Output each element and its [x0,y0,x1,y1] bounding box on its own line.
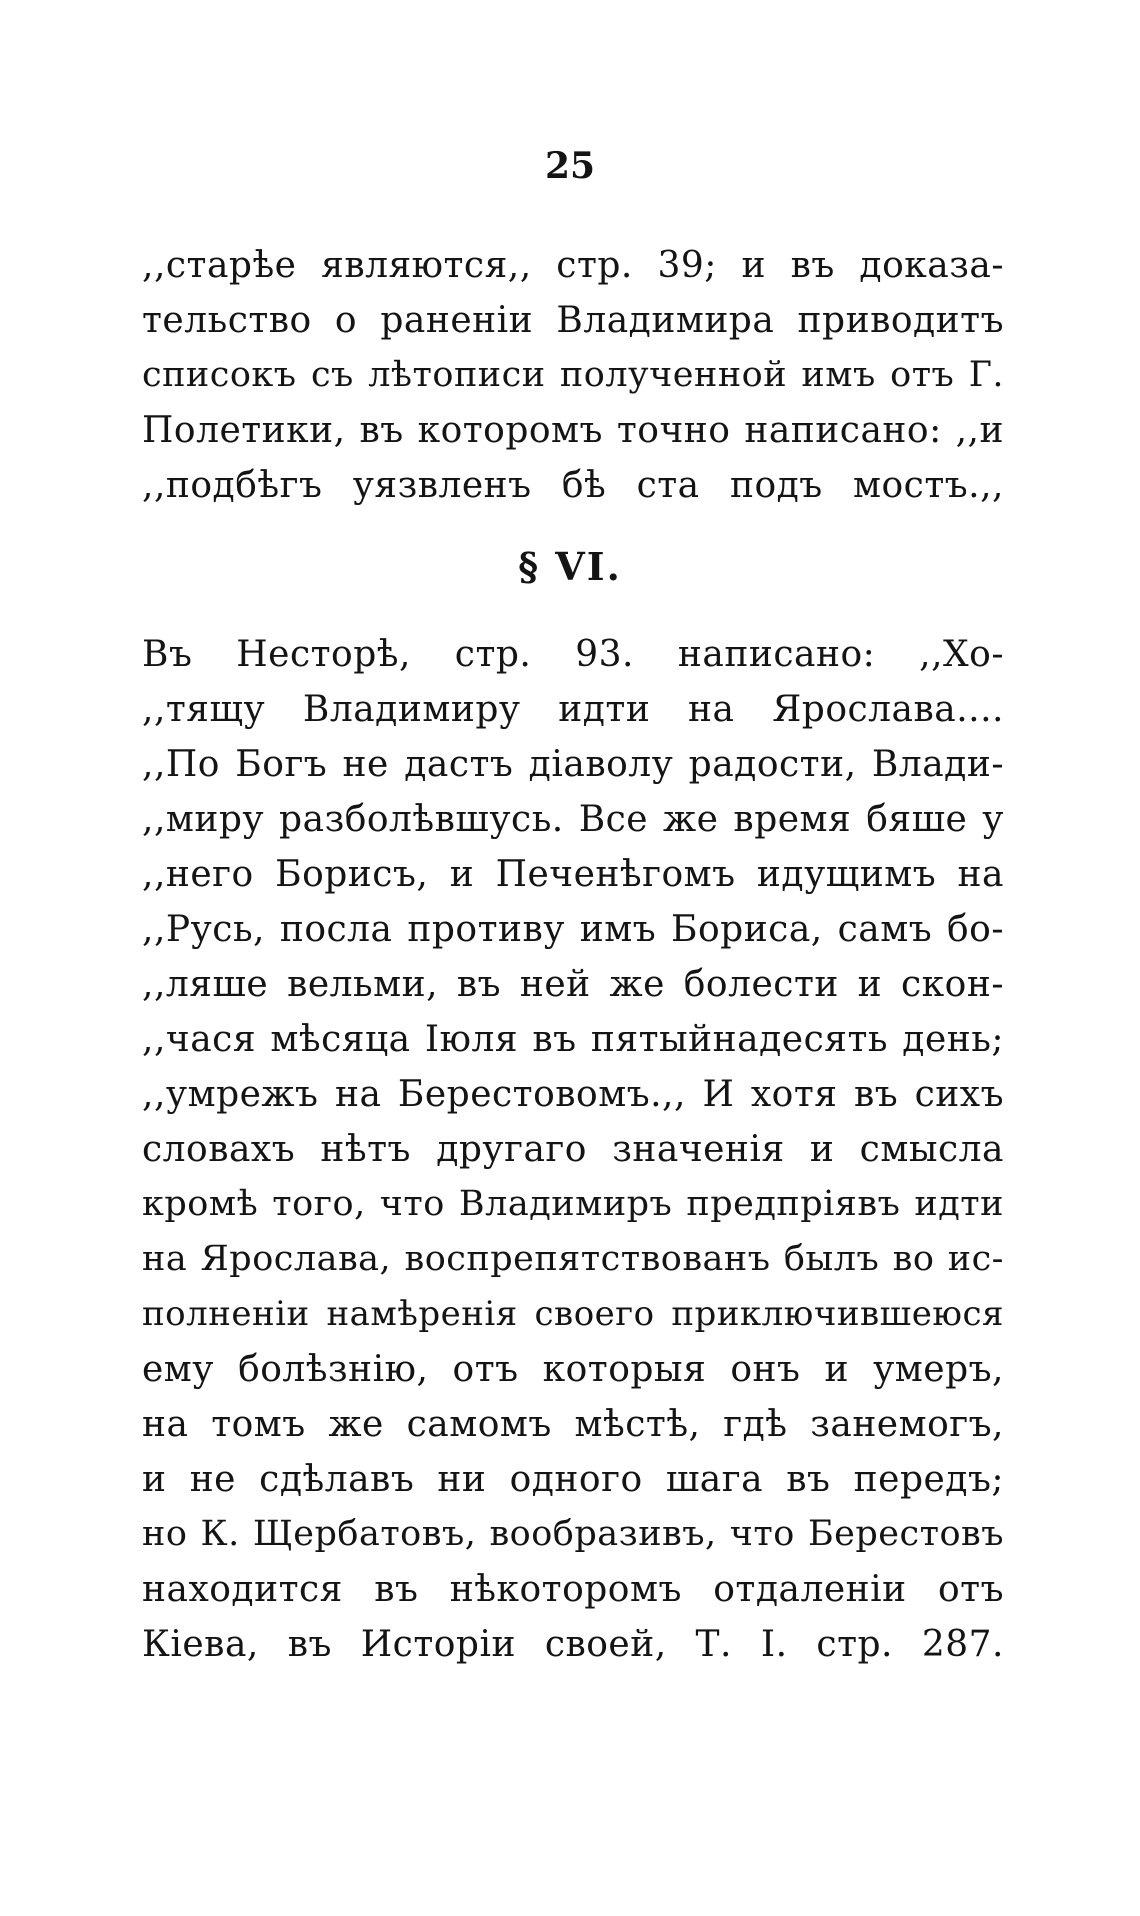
text-line: Полетики, въ которомъ точно написано: ,,и [142,410,1004,451]
text-line: ,,Русь, посла противу имъ Бориса, самъ бо- [142,909,1004,950]
text-line: на томъ же самомъ мѣстѣ, гдѣ занемогъ, [142,1404,1004,1445]
text-line: ,,тящу Владимиру идти на Ярослава.... [142,689,1004,730]
text-line: ,,ляше вельми, въ ней же болести и скон- [142,964,1004,1005]
text-line: Кіева, въ Исторіи своей, Т. І. стр. 287. [142,1624,1004,1665]
section-paragraph [142,627,1004,1672]
text-line: и не сдѣлавъ ни одного шага въ передъ; [142,1459,1004,1500]
text-line: находится въ нѣкоторомъ отдаленіи отъ [142,1569,1004,1610]
text-line: ,,него Борисъ, и Печенѣгомъ идущимъ на [142,854,1004,895]
page-number: 25 [544,145,596,187]
text-line: полненіи намѣренія своего приключившеюся [142,1294,1004,1334]
text-line: ,,подбѣгъ уязвленъ бѣ ста подъ мостъ.,, [142,465,1004,506]
text-line: но К. Щербатовъ, вообразивъ, что Берестовъ [142,1514,1004,1554]
text-line: ,,старѣе являются,, стр. 39; и въ доказа- [142,245,1004,286]
text-line: на Ярослава, воспрепятствованъ былъ во ис- [142,1239,1004,1279]
text-line: кромѣ того, что Владимиръ предпріявъ идти [142,1184,1004,1224]
text-line: ,,миру разболѣвшусь. Все же время бяше у [142,799,1004,840]
text-line: ,,чася мѣсяца Іюля въ пятыйнадесять день; [142,1019,1004,1060]
section-heading: § VI. [518,544,622,589]
text-line: списокъ съ лѣтописи полученной имъ отъ Г. [142,355,1004,395]
text-line: тельство о раненіи Владимира приводитъ [142,300,1004,341]
paragraph-continued [142,238,1004,513]
text-line: ,,По Богъ не дастъ діаволу радости, Влади- [142,744,1004,785]
text-line: Въ Несторѣ, стр. 93. написано: ,,Хо- [142,634,1004,675]
text-line: ему болѣзнію, отъ которыя онъ и умеръ, [142,1349,1004,1390]
text-line: ,,умрежъ на Берестовомъ.,, И хотя въ сихъ [142,1074,1004,1115]
text-line: словахъ нѣтъ другаго значенія и смысла [142,1129,1004,1170]
